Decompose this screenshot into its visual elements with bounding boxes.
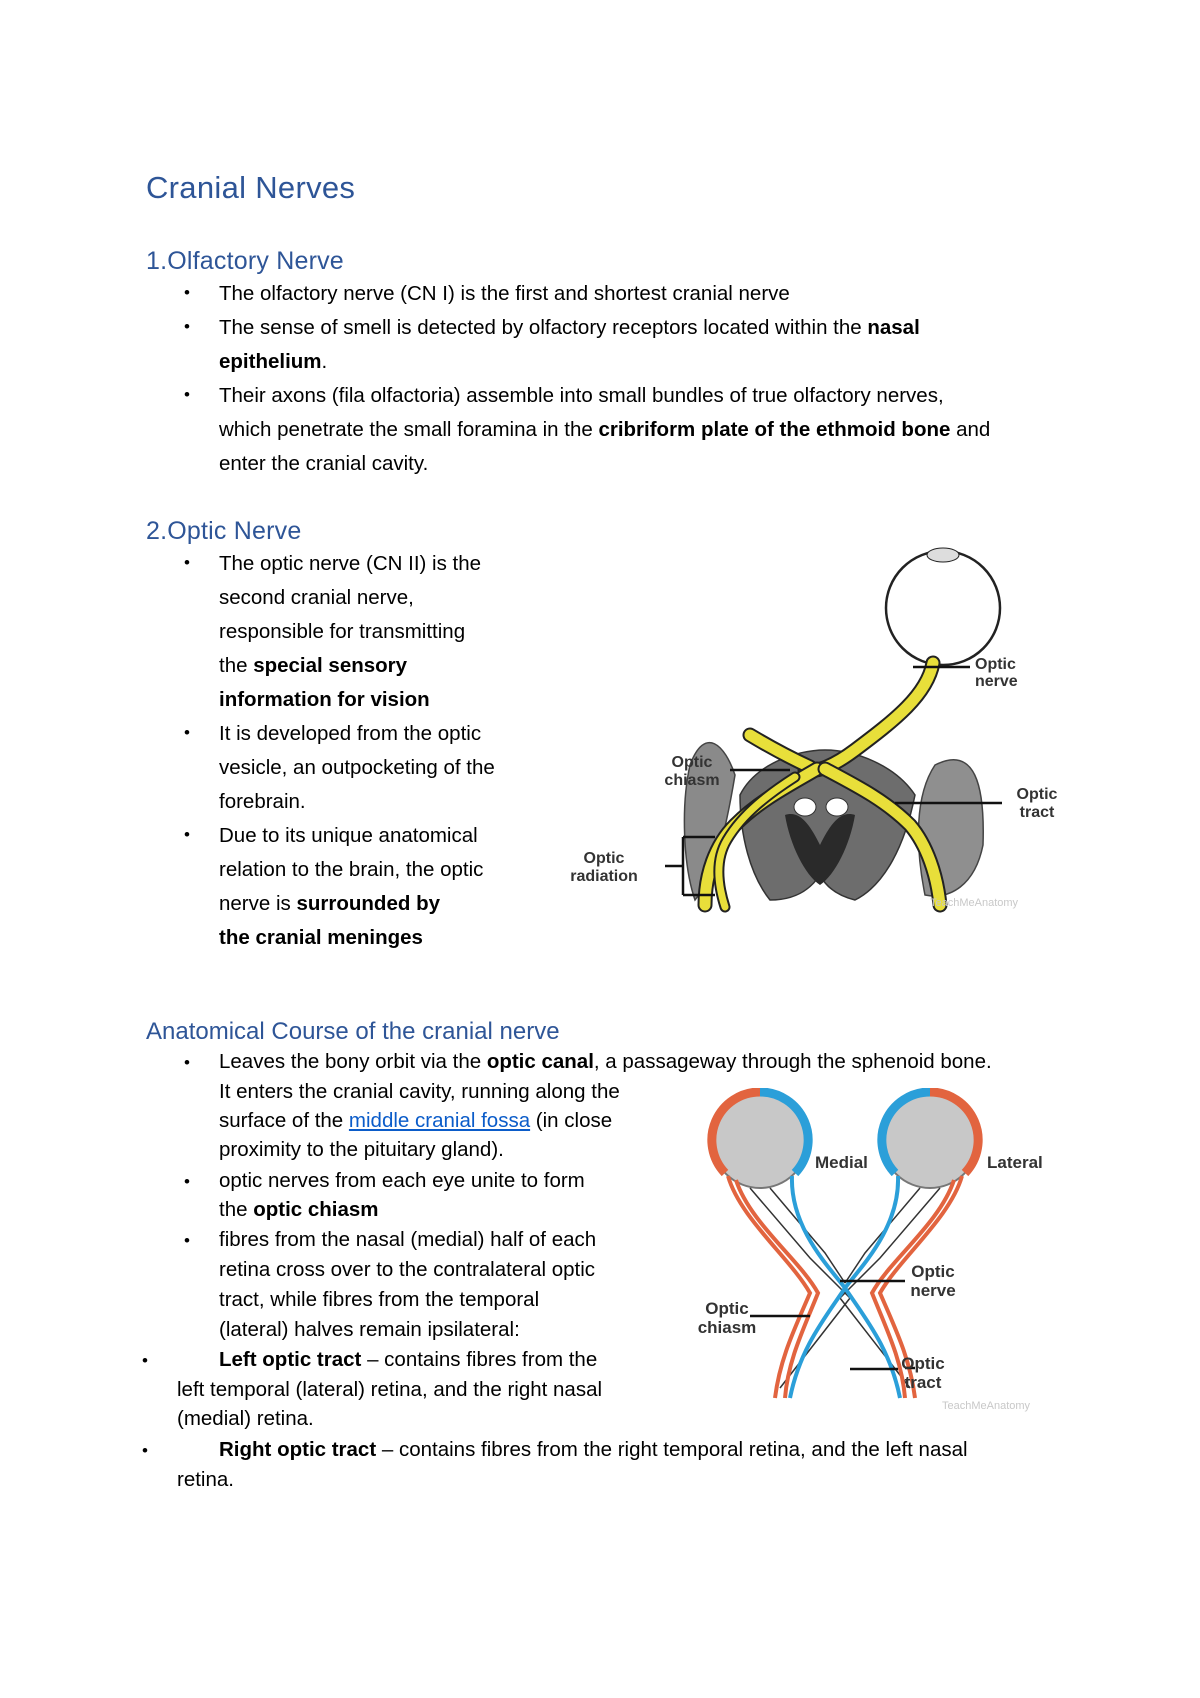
bullet: • xyxy=(184,723,190,742)
optic-b1-l4: the special sensory xyxy=(219,654,408,677)
course-b4-l2: left temporal (lateral) retina, and the right nasal xyxy=(177,1378,603,1401)
optic-b1-l3: responsible for transmitting xyxy=(219,620,466,643)
optic-b3-l1: Due to its unique anatomical xyxy=(219,824,478,847)
course-b4-l3: (medial) retina. xyxy=(177,1407,314,1430)
olfactory-bullet-3-cont: which penetrate the small foramina in the cribriform plate of the ethmoid bone and xyxy=(219,418,991,441)
course-b3-l3: tract, while fibres from the temporal xyxy=(219,1288,540,1311)
course-b1-l3: surface of the middle cranial fossa (in close xyxy=(219,1109,613,1132)
bullet: • xyxy=(184,283,190,302)
label-optic-chiasm-1: Optic xyxy=(705,1299,749,1318)
optic-b3-l4: the cranial meninges xyxy=(219,926,423,949)
label-optic-chiasm-2: chiasm xyxy=(697,1318,757,1337)
course-b1-l4: proximity to the pituitary gland). xyxy=(219,1138,504,1161)
label-optic-radiation-1: Optic xyxy=(583,850,625,867)
optic-b1-l2: second cranial nerve, xyxy=(219,586,414,609)
bullet: • xyxy=(184,1172,190,1191)
label-optic-chiasm-1: Optic xyxy=(671,754,713,771)
optic-b2-l3: forebrain. xyxy=(219,790,306,813)
optic-b2-l1: It is developed from the optic xyxy=(219,722,482,745)
course-b5-l1: Right optic tract – contains fibres from the right temporal retina, and the left nasal xyxy=(219,1438,968,1461)
bullet: • xyxy=(184,385,190,404)
course-b3-l1: fibres from the nasal (medial) half of each xyxy=(219,1228,597,1251)
course-b3-l2: retina cross over to the contralateral optic xyxy=(219,1258,596,1281)
label-optic-nerve-2: nerve xyxy=(975,673,1018,690)
watermark: TeachMeAnatomy xyxy=(942,1400,1031,1412)
bullet: • xyxy=(184,1231,190,1250)
course-b2-l2: the optic chiasm xyxy=(219,1198,379,1221)
optic-heading: 2.Optic Nerve xyxy=(146,517,302,545)
label-optic-tract-1: Optic xyxy=(901,1354,945,1373)
eyeball xyxy=(886,551,1000,665)
label-optic-chiasm-2: chiasm xyxy=(664,772,720,789)
optic-pathway-diagram xyxy=(555,545,1075,925)
label-optic-radiation-2: radiation xyxy=(570,868,638,885)
optic-b3-l3: nerve is surrounded by xyxy=(219,892,440,915)
course-b4-l1: Left optic tract – contains fibres from the xyxy=(219,1348,598,1371)
label-optic-nerve-2: nerve xyxy=(910,1281,956,1300)
middle-cranial-fossa-link[interactable]: middle cranial fossa xyxy=(348,1109,531,1132)
optic-b1-l5: information for vision xyxy=(219,688,430,711)
bullet: • xyxy=(142,1351,148,1370)
label-optic-nerve-1: Optic xyxy=(975,656,1016,673)
bullet: • xyxy=(184,825,190,844)
olfactory-bullet-2-cont: epithelium. xyxy=(219,350,328,373)
page-title: Cranial Nerves xyxy=(146,170,356,205)
bullet: • xyxy=(184,553,190,572)
label-optic-tract-2: tract xyxy=(1019,804,1055,821)
course-b2-l1: optic nerves from each eye unite to form xyxy=(219,1169,585,1192)
olfactory-heading: 1.Olfactory Nerve xyxy=(146,247,344,275)
optic-b1-l1: The optic nerve (CN II) is the xyxy=(219,552,482,575)
visual-crossing-diagram xyxy=(690,1088,1070,1418)
bullet: • xyxy=(184,317,190,336)
label-optic-tract-2: tract xyxy=(904,1373,942,1392)
course-b5-l2: retina. xyxy=(177,1468,234,1491)
olfactory-bullet-3: Their axons (fila olfactoria) assemble into small bundles of true olfactory nerves, xyxy=(219,384,944,407)
bullet: • xyxy=(184,1053,190,1072)
label-optic-tract-1: Optic xyxy=(1016,786,1058,803)
course-b1-l2: It enters the cranial cavity, running along the xyxy=(219,1080,620,1103)
cornea xyxy=(927,548,959,562)
mammillary-body-right xyxy=(826,798,848,816)
optic-b3-l2: relation to the brain, the optic xyxy=(219,858,484,881)
olfactory-bullet-3-end: enter the cranial cavity. xyxy=(219,452,429,475)
course-heading: Anatomical Course of the cranial nerve xyxy=(146,1018,560,1045)
course-b3-l4: (lateral) halves remain ipsilateral: xyxy=(219,1318,520,1341)
label-lateral: Lateral xyxy=(987,1153,1043,1172)
mammillary-body-left xyxy=(794,798,816,816)
optic-b2-l2: vesicle, an outpocketing of the xyxy=(219,756,495,779)
olfactory-bullet-2: The sense of smell is detected by olfactory receptors located within the nasal xyxy=(219,316,920,339)
course-b1-l1: Leaves the bony orbit via the optic canal, a passageway through the sphenoid bone. xyxy=(219,1050,992,1073)
label-medial: Medial xyxy=(815,1153,868,1172)
watermark: TeachMeAnatomy xyxy=(930,897,1019,909)
label-optic-nerve-1: Optic xyxy=(911,1262,955,1281)
bullet: • xyxy=(142,1441,148,1460)
olfactory-bullet-1: The olfactory nerve (CN I) is the first and shortest cranial nerve xyxy=(219,282,790,305)
